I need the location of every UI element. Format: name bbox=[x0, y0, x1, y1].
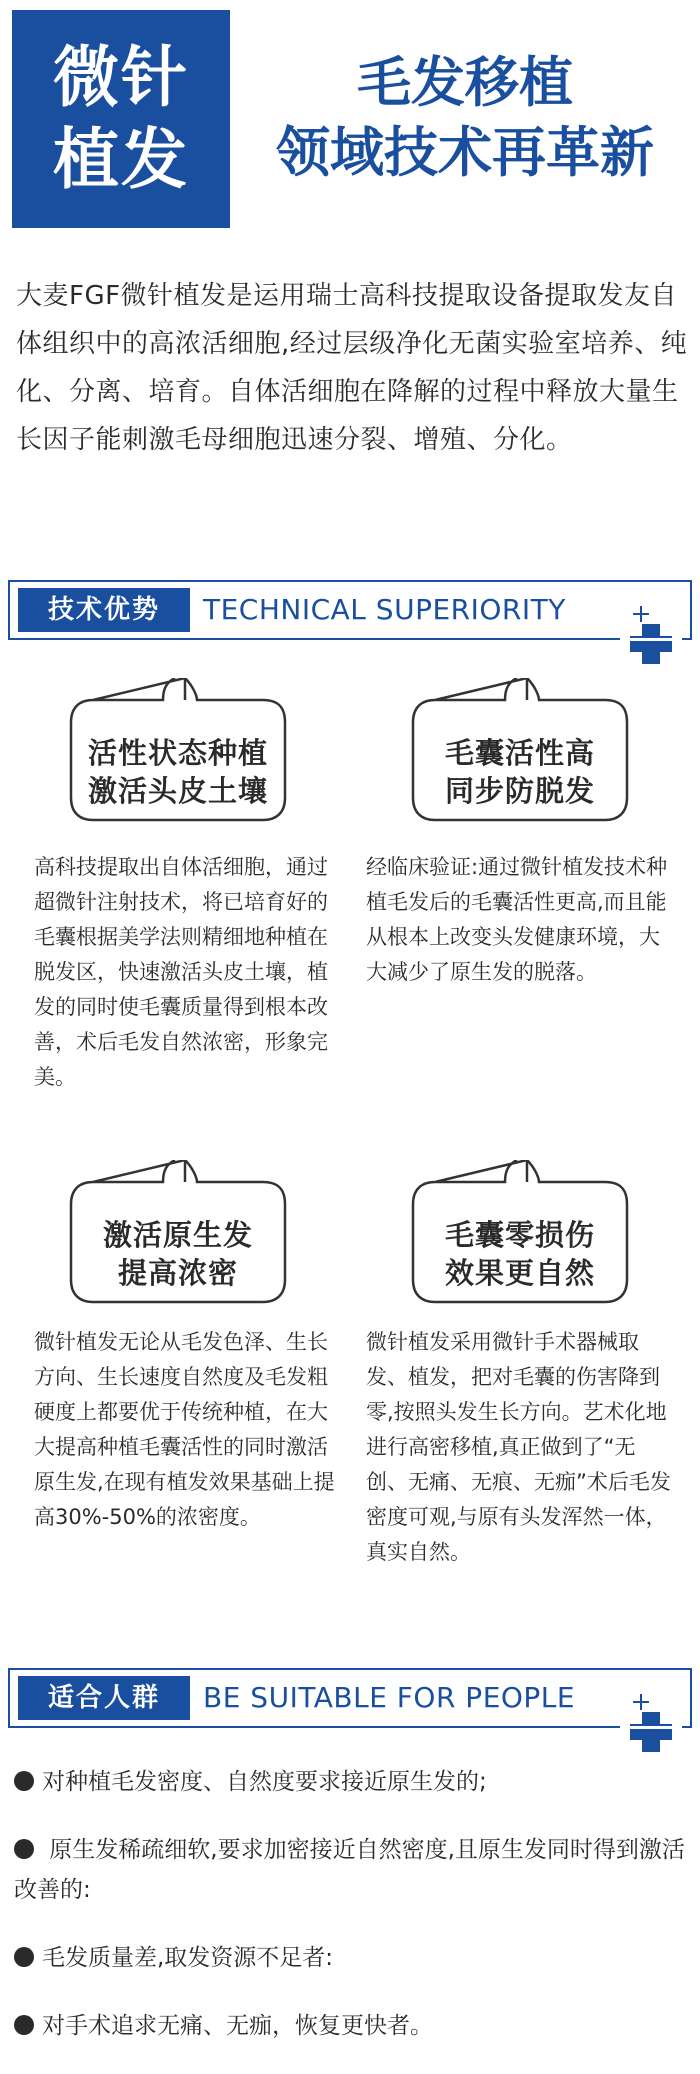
header-badge bbox=[12, 10, 230, 228]
list-item-text: 对种植毛发密度、自然度要求接近原生发的; bbox=[42, 1769, 487, 1795]
feature-title-1a: 活性状态种植 bbox=[87, 736, 268, 770]
feature-title-2a: 毛囊活性高 bbox=[444, 736, 595, 770]
header-badge-line2: 植发 bbox=[53, 121, 189, 198]
section-title-en: TECHNICAL SUPERIORITY bbox=[203, 593, 566, 626]
section-header-tech bbox=[8, 580, 692, 640]
list-item bbox=[14, 1830, 688, 1910]
bullet-dot-icon bbox=[14, 1947, 34, 1967]
list-item-text: 原生发稀疏细软,要求加密接近自然密度,且原生发同时得到激活改善的: bbox=[14, 1837, 685, 1903]
medical-cross-icon bbox=[620, 1692, 682, 1754]
section-title-cn: 适合人群 bbox=[18, 1676, 190, 1720]
list-item-text: 对手术追求无痛、无痂，恢复更快者。 bbox=[42, 2013, 433, 2039]
bullet-dot-icon bbox=[14, 1771, 34, 1791]
feature-bubble-1 bbox=[63, 678, 293, 828]
bullet-dot-icon bbox=[14, 1839, 34, 1859]
page-title-line2: 领域技术再革新 bbox=[276, 121, 654, 184]
suitable-list bbox=[14, 1762, 688, 2074]
feature-text-1: 高科技提取出自体活细胞，通过超微针注射技术，将已培育好的毛囊根据美学法则精细地种植在脱发区，快速激活头皮土壤，植发的同时使毛囊质量得到根本改善，术后毛发自然浓密，形象完美。 bbox=[34, 855, 328, 1089]
feature-title-3b: 提高浓密 bbox=[117, 1256, 238, 1290]
intro-paragraph: 大麦FGF微针植发是运用瑞士高科技提取设备提取发友自体组织中的高浓活细胞,经过层级净化无菌实验室培养、纯化、分离、培育。自体活细胞在降解的过程中释放大量生长因子能刺激毛母细胞迅速分裂、增殖、分化。 bbox=[16, 281, 688, 455]
feature-bubble-2 bbox=[405, 678, 635, 828]
feature-title-1b: 激活头皮土壤 bbox=[87, 774, 268, 808]
feature-title-3a: 激活原生发 bbox=[102, 1218, 253, 1252]
section-title-cn: 技术优势 bbox=[18, 588, 190, 632]
page-title bbox=[240, 48, 690, 188]
list-item bbox=[14, 1762, 688, 1802]
page-title-line1: 毛发移植 bbox=[357, 51, 573, 114]
section-header-suitable bbox=[8, 1668, 692, 1728]
header-badge-line1: 微针 bbox=[53, 39, 189, 116]
feature-title-2b: 同步防脱发 bbox=[444, 774, 595, 808]
feature-text-4: 微针植发采用微针手术器械取发、植发，把对毛囊的伤害降到零,按照头发生长方向。艺术化地进行高密移植,真正做到了“无创、无痛、无痕、无痂”术后毛发密度可观,与原有头发浑然一体，真实自然。 bbox=[366, 1330, 671, 1564]
feature-bubble-4 bbox=[405, 1160, 635, 1310]
bullet-dot-icon bbox=[14, 2015, 34, 2035]
feature-title-4a: 毛囊零损伤 bbox=[444, 1218, 595, 1252]
feature-title-4b: 效果更自然 bbox=[444, 1256, 595, 1290]
feature-text-2: 经临床验证:通过微针植发技术种植毛发后的毛囊活性更高,而且能从根本上改变头发健康环境，大大减少了原生发的脱落。 bbox=[366, 855, 668, 984]
feature-bubble-3 bbox=[63, 1160, 293, 1310]
list-item-text: 毛发质量差,取发资源不足者: bbox=[42, 1945, 334, 1971]
list-item bbox=[14, 2006, 688, 2046]
medical-cross-icon bbox=[620, 604, 682, 666]
feature-text-3: 微针植发无论从毛发色泽、生长方向、生长速度自然度及毛发粗硬度上都要优于传统种植，在大大提高种植毛囊活性的同时激活原生发,在现有植发效果基础上提高30%-50%的浓密度。 bbox=[34, 1330, 335, 1529]
list-item bbox=[14, 1938, 688, 1978]
section-title-en: BE SUITABLE FOR PEOPLE bbox=[203, 1681, 576, 1714]
